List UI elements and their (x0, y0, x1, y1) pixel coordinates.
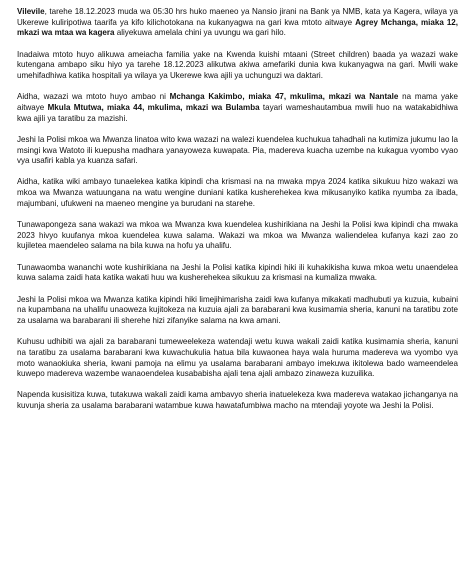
text-run: Tunawaomba wananchi wote kushirikiana na Jeshi la Polisi katika kipindi hiki ili kuhakikisha kuwa mkoa wetu unaendelea kuwa salama zaidi hata katika wakati huu wa kusherehekea sikukuu za krismasi na kumaliza mwaka. (17, 262, 458, 283)
paragraph-5 (17, 177, 458, 209)
paragraph-6 (17, 220, 458, 252)
text-run: Jeshi la Polisi mkoa wa Mwanza linatoa wito kwa wazazi na walezi kuendelea kuchukua tahadhali na kutimiza jukumu lao la msingi kwa Watoto ili kuepusha madhara yanayoweza kuwapata. Pia, madereva kuacha uzembe na kukagua vyombo vyao vya usafiri kabla ya kuanza safari. (17, 134, 458, 166)
bold-text-run: Agrey Mchanga, miaka 12, mkazi wa mtaa wa kagera (17, 17, 459, 38)
text-run: Kuhusu udhibiti wa ajali za barabarani tumeweelekeza watendaji wetu kuwa wakali zaidi katika kusimamia sheria, kanuni na taratibu za usalama barabarani kwa kuwachukulia hatua bila kuwaonea haya wala huruma madereva wa vyombo vya moto wanaokiuka sheria, kwani pamoja na elimu ya usalama barabarani ambayo imekuwa ikitolewa bado wameendelea kuwepo madereva wazembe wanaoendelea kusababisha ajali tena ajali ambazo zinaweza kuzuilika. (17, 337, 458, 379)
paragraph-3 (17, 92, 458, 124)
bold-text-run: Mchanga Kakimbo, miaka 47, mkulima, mkazi wa Nantale (169, 92, 399, 102)
bold-text-run: Mkula Mtutwa, miaka 44, mkulima, mkazi wa Bulamba (47, 102, 260, 112)
paragraph-2 (17, 50, 458, 82)
paragraph-9 (17, 337, 458, 380)
text-run: na mama yake aitwaye (17, 92, 459, 112)
bold-text-run: Vilevile (17, 7, 45, 16)
paragraph-10 (17, 390, 458, 411)
text-run: tayari wameshautambua mwili huo na watakabidhiwa kwa ajili ya taratibu za mazishi. (17, 102, 458, 123)
text-run: Aidha, katika wiki ambayo tunaelekea katika kipindi cha krismasi na na mwaka mpya 2024 katika sikukuu hizo wakazi wa mkoa wa Mwanza watuungana na watu wengine duniani katika kusherehekea kwa mikusanyiko katika nyumba za ibada, majumbani, ufukweni na maeneo mengine ya burudani na starehe. (17, 177, 458, 208)
paragraph-1 (17, 7, 458, 39)
paragraph-4 (17, 135, 458, 167)
text-run: Aidha, wazazi wa mtoto huyo ambao ni (17, 92, 170, 102)
paragraph-8 (17, 295, 458, 327)
text-run: Napenda kusisitiza kuwa, tutakuwa wakali zaidi kama ambavyo sheria inatuelekeza kwa madereva watakao jichanganya na kuvunja sheria za usalama barabarani watambue kuwa hawatafumbiwa macho na mtendaji yoyote wa Jeshi la Polisi. (17, 390, 458, 411)
text-run: Jeshi la Polisi mkoa wa Mwanza katika kipindi hiki limejihimarisha zaidi kwa kufanya mikakati madhubuti ya kuzuia, kubaini na kupambana na uhalifu unaoweza kujitokeza na kuzuia ajali za barabarani kwa kusimamia sheria, kanuni na taratibu zote za usalama wa barabarani ili sherehe hizi zifanyike salama na kwa amani. (17, 294, 458, 325)
text-run: aliyekuwa amelala chini ya uvungu wa gari hilo. (114, 28, 286, 38)
text-run: , tarehe 18.12.2023 muda wa 05:30 hrs huko maeneo ya Nansio jirani na Bank ya NMB, kata ya Kagera, wilaya ya Ukerewe kuliripotiwa taarifa ya kifo kilichotokana na kukanyagwa na gari kwa mtoto aitwaye (17, 7, 458, 27)
text-run: Inadaiwa mtoto huyo alikuwa ameiacha familia yake na Kwenda kuishi mtaani (Street children) baada ya wazazi wake kutengana ambapo siku hiyo ya tarehe 18.12.2023 alikutwa akiwa amefariki dunia kwa kukanyagwa na gari. Mwili wake umehifadhiwa katika hospitali ya wilaya ya Ukerewe kwa ajili ya uchunguzi wa daktari. (17, 49, 458, 81)
paragraph-7 (17, 263, 458, 284)
text-run: Tunawapongeza sana wakazi wa mkoa wa Mwanza kwa kuendelea kushirikiana na Jeshi la Polisi kwa kipindi cha mwaka 2023 hivyo kuufanya mkoa kuendelea kuwa salama. Wakazi wa mkoa wa Mwanza waliendelea kufanya kazi zao zo kujiletea maendeleo salama na bila kuwa na hofu ya uhalifu. (17, 220, 458, 251)
